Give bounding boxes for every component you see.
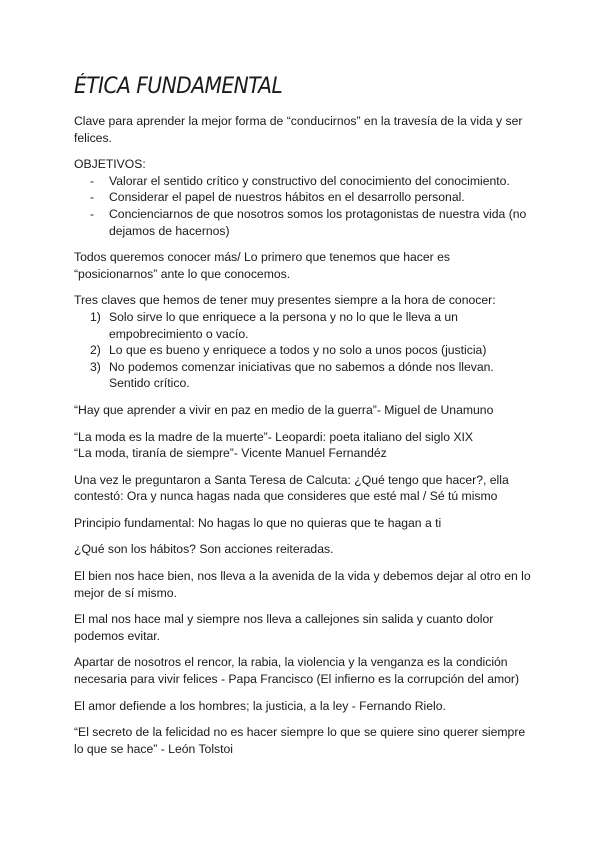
document-page (74, 72, 534, 767)
habitos-paragraph: ¿Qué son los hábitos? Son acciones reiteradas. (74, 542, 334, 557)
list-number: 1) (90, 309, 101, 324)
list-item (74, 206, 534, 239)
list-item (74, 189, 534, 206)
bien-paragraph: El bien nos hace bien, nos lleva a la avenida de la vida y debemos dejar al otro en lo mejor de sí mismo. (74, 569, 531, 600)
claves-heading: Tres claves que hemos de tener muy presentes siempre a la hora de conocer: (74, 293, 496, 308)
francisco-paragraph: Apartar de nosotros el rencor, la rabia, la violencia y la venganza es la condición necesaria para vivir felices - Papa Francisco (El infierno es la corrupción del amor) (74, 655, 520, 687)
list-number: 3) (90, 359, 101, 374)
bullet-marker: - (90, 190, 95, 205)
clave-text: No podemos comenzar iniciativas que no sabemos a dónde nos llevan. Sentido crítico. (109, 359, 494, 391)
list-item (74, 309, 534, 342)
tolstoi-quote: “El secreto de la felicidad no es hacer siempre lo que se quiere sino querer siempre lo que se hace” - León Tolstoi (74, 725, 526, 756)
quote-unamuno: “Hay que aprender a vivir en paz en medio de la guerra”- Miguel de Unamuno (74, 402, 494, 417)
list-item (74, 173, 534, 190)
bullet-marker: - (90, 173, 95, 188)
bullet-marker: - (90, 206, 95, 221)
clave-text: Lo que es bueno y enriquece a todos y no solo a unos pocos (justicia) (109, 343, 487, 358)
list-item (74, 342, 534, 359)
objectives-heading: OBJETIVOS: (74, 157, 146, 172)
principio-paragraph: Principio fundamental: No hagas lo que no quieras que te hagan a ti (74, 515, 442, 530)
teresa-paragraph: Una vez le preguntaron a Santa Teresa de Calcuta: ¿Qué tengo que hacer?, ella contestó: Ora y nunca hagas nada que consideres que esté mal / Sé tú mismo (74, 472, 509, 504)
objective-text: Considerar el papel de nuestros hábitos en el desarrollo personal. (109, 190, 465, 205)
objectives-list (74, 173, 534, 239)
list-item (74, 359, 534, 392)
page-title: ÉTICA FUNDAMENTAL (74, 74, 283, 99)
objective-text: Valorar el sentido crítico y constructivo del conocimiento del conocimiento. (109, 173, 510, 188)
conocer-paragraph: Todos queremos conocer más/ Lo primero que tenemos que hacer es “posicionarnos” ante lo que conocemos. (74, 250, 450, 281)
claves-list (74, 309, 534, 392)
clave-text: Solo sirve lo que enriquece a la persona y no lo que le lleva a un empobrecimiento o vacío. (109, 309, 458, 341)
quote-leopardi: “La moda es la madre de la muerte”- Leopardi: poeta italiano del siglo XIX (74, 429, 474, 444)
rielo-paragraph: El amor defiende a los hombres; la justicia, a la ley - Fernando Rielo. (74, 698, 446, 713)
mal-paragraph: El mal nos hace mal y siempre nos lleva a callejones sin salida y cuanto dolor podemos evitar. (74, 612, 494, 643)
quote-fernandez: “La moda, tiranía de siempre”- Vicente Manuel Fernandéz (74, 446, 387, 461)
list-number: 2) (90, 343, 101, 358)
intro-paragraph: Clave para aprender la mejor forma de “conducirnos” en la travesía de la vida y ser felices. (74, 114, 523, 145)
objective-text: Concienciarnos de que nosotros somos los protagonistas de nuestra vida (no dejamos de hacernos) (109, 206, 527, 238)
